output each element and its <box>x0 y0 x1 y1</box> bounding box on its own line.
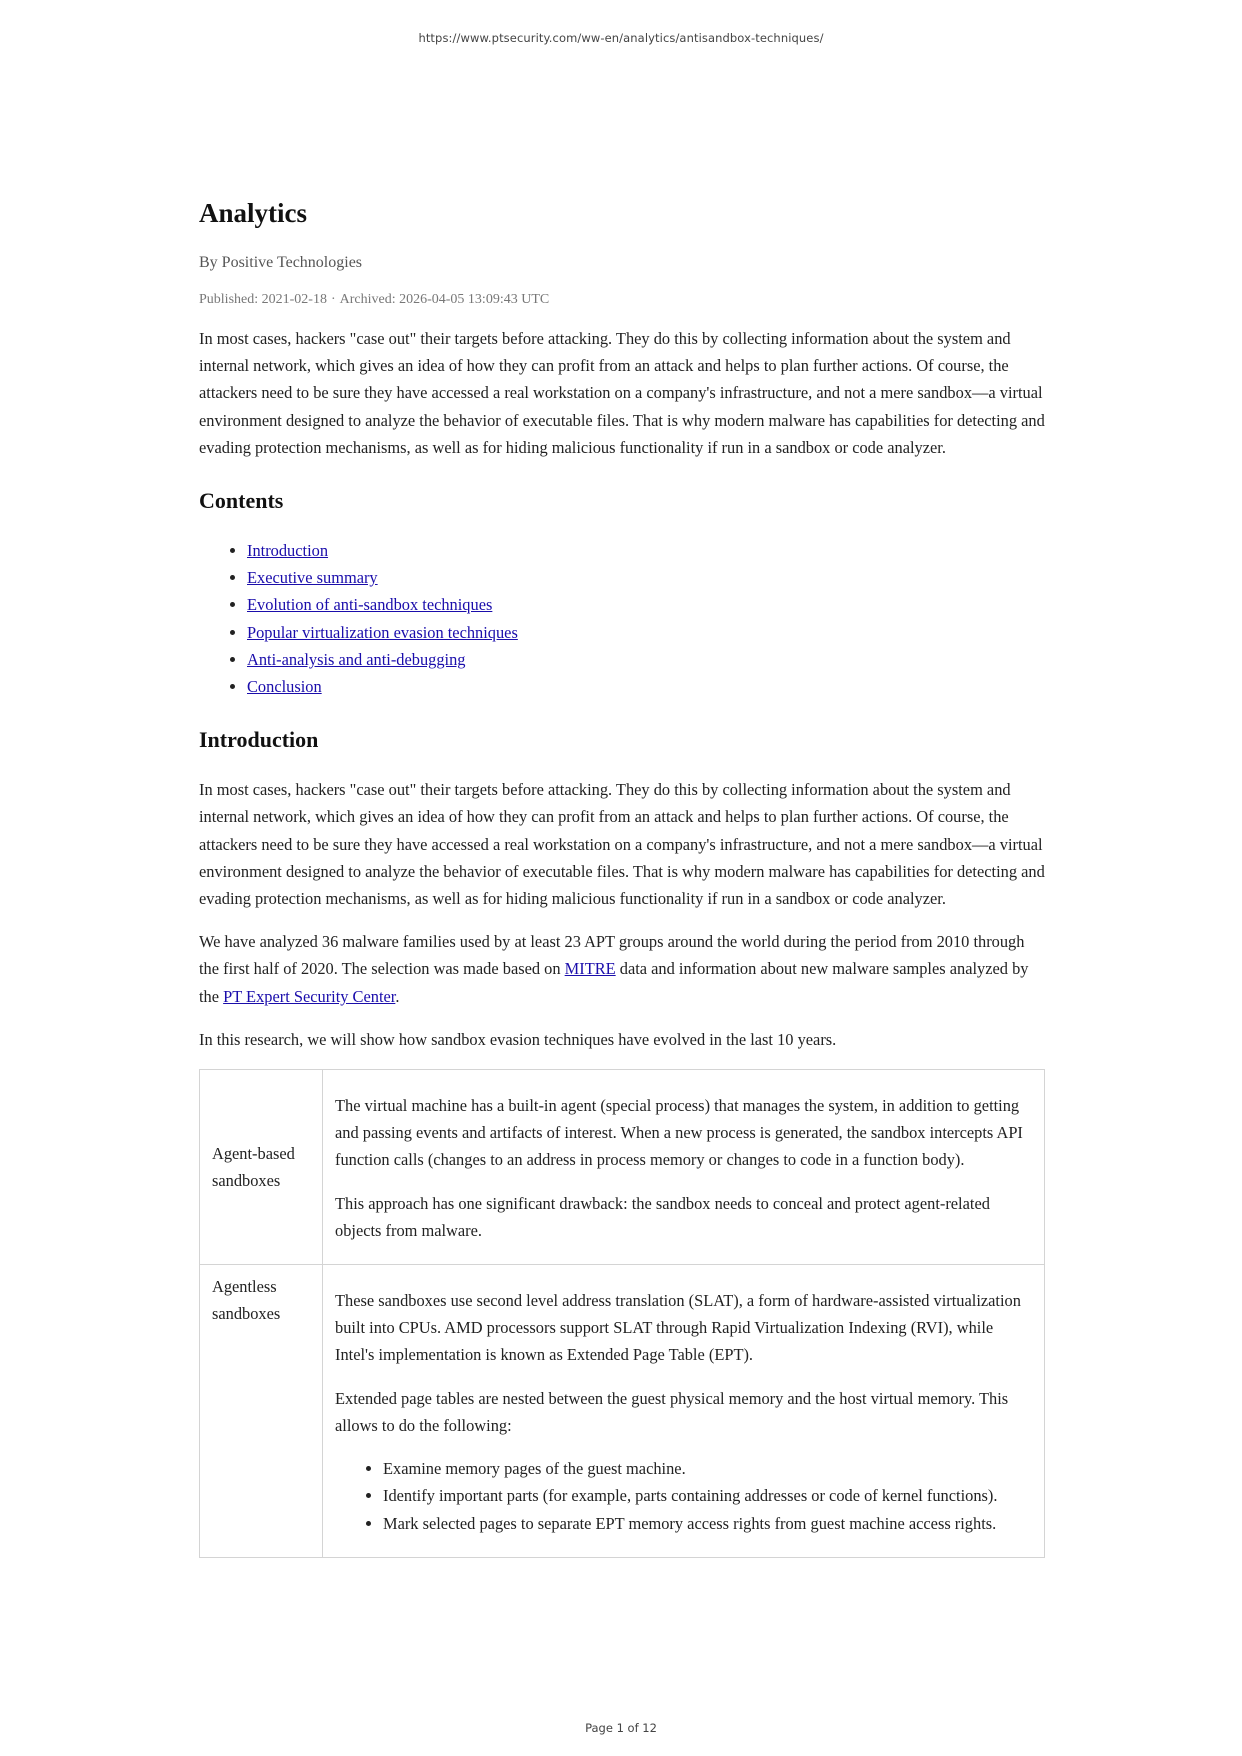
introduction-paragraph-1: In most cases, hackers "case out" their targets before attacking. They do this by collecting information about the system and internal network, which gives an idea of how they can profit from an attack and helps to plan further actions. Of course, the attackers need to be sure they have accessed a real workstation on a company's infrastructure, and not a mere sandbox—a virtual environment designed to analyze the behavior of executable files. That is why modern malware has capabilities for detecting and evading protection mechanisms, as well as for hiding malicious functionality if run in a sandbox or code analyzer. <box>199 780 1045 909</box>
ept-capabilities-list <box>335 1455 1032 1537</box>
toc-item <box>247 591 1045 618</box>
list-item: • Identify important parts (for example, parts containing addresses or code of kernel functions). <box>383 1482 1032 1509</box>
paragraph-text: data and information about new malware samples analyzed by the <box>199 959 1029 1006</box>
list-item: • Mark selected pages to separate EPT memory access rights from guest machine access rights. <box>383 1510 1032 1537</box>
row-content-agent-based <box>323 1070 1045 1265</box>
introduction-paragraph-2 <box>199 928 1045 1010</box>
cell-paragraph: This approach has one significant drawback: the sandbox needs to conceal and protect agent-related objects from malware. <box>335 1193 990 1240</box>
pt-expert-security-center-link[interactable]: PT Expert Security Center <box>223 986 396 1006</box>
article <box>199 196 1045 1644</box>
table-row <box>200 1265 1045 1558</box>
table-of-contents <box>199 537 1045 700</box>
paragraph-text: We have analyzed 36 malware families used by at least 23 APT groups around the world during the period from 2010 through the first half of 2020. The selection was made based on <box>199 932 1025 979</box>
cell-paragraph: These sandboxes use second level address translation (SLAT), a form of hardware-assisted virtualization built into CPUs. AMD processors support SLAT through Rapid Virtualization Indexing (RVI), while Intel's implementation is known as Extended Page Table (EPT). <box>335 1291 1021 1365</box>
cell-paragraph: The virtual machine has a built-in agent (special process) that manages the system, in addition to getting and passing events and artifacts of interest. When a new process is generated, the sandbox intercepts API function calls (changes to an address in process memory or changes to code in a function body). <box>335 1096 1023 1170</box>
intro-paragraph: In most cases, hackers "case out" their targets before attacking. They do this by collecting information about the system and internal network, which gives an idea of how they can profit from an attack and helps to plan further actions. Of course, the attackers need to be sure they have accessed a real workstation on a company's infrastructure, and not a mere sandbox—a virtual environment designed to analyze the behavior of executable files. That is why modern malware has capabilities for detecting and evading protection mechanisms, as well as for hiding malicious functionality if run in a sandbox or code analyzer. <box>199 329 1045 457</box>
toc-item <box>247 673 1045 700</box>
row-content-agentless <box>323 1265 1045 1558</box>
page-title: Analytics <box>199 198 307 228</box>
byline: By Positive Technologies <box>199 254 363 271</box>
published-date: Published: 2021-02-18 <box>199 292 327 307</box>
row-label-agent-based: Agent-based sandboxes <box>200 1070 323 1265</box>
toc-link-introduction[interactable]: Introduction <box>247 541 329 561</box>
cell-paragraph: Extended page tables are nested between the guest physical memory and the host virtual memory. This allows to do the following: <box>335 1388 1009 1435</box>
toc-item <box>247 564 1045 591</box>
toc-link-executive-summary[interactable]: Executive summary <box>247 568 378 588</box>
page-url-header: https://www.ptsecurity.com/ww-en/analytics/antisandbox-techniques/ <box>418 31 824 45</box>
sandbox-types-table <box>199 1069 1045 1558</box>
mitre-link[interactable]: MITRE <box>564 959 616 979</box>
page-number-footer: Page 1 of 12 <box>585 1721 657 1735</box>
introduction-heading: Introduction <box>199 727 319 753</box>
row-label-agentless: Agentless sandboxes <box>200 1265 323 1558</box>
list-item: • Examine memory pages of the guest machine. <box>383 1455 1032 1482</box>
toc-item <box>247 646 1045 673</box>
toc-link-anti-analysis[interactable]: Anti-analysis and anti-debugging <box>247 649 466 669</box>
toc-item <box>247 537 1045 564</box>
toc-link-evolution[interactable]: Evolution of anti-sandbox techniques <box>247 595 493 615</box>
toc-link-virtualization-evasion[interactable]: Popular virtualization evasion techniques <box>247 622 518 642</box>
archived-date: Archived: 2026-04-05 13:09:43 UTC <box>339 292 550 307</box>
publication-dates <box>199 290 1045 310</box>
paragraph-text: . <box>395 986 400 1006</box>
table-row <box>200 1070 1045 1265</box>
introduction-paragraph-3: In this research, we will show how sandbox evasion techniques have evolved in the last 10 years. <box>199 1029 837 1049</box>
date-separator: · <box>330 292 336 307</box>
toc-link-conclusion[interactable]: Conclusion <box>247 677 322 697</box>
contents-heading: Contents <box>199 488 284 514</box>
toc-item <box>247 619 1045 646</box>
